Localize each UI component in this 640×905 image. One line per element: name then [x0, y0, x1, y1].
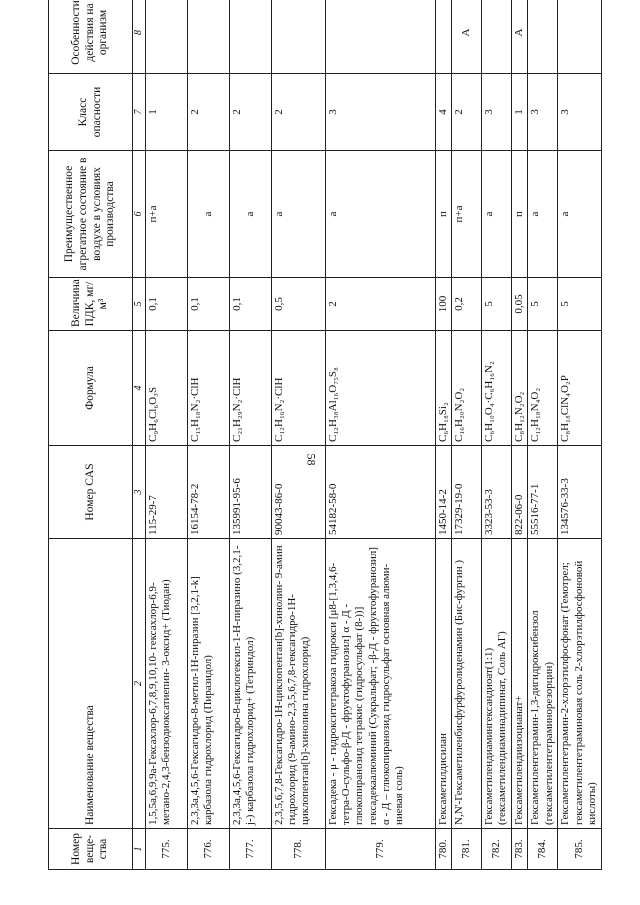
formula: C₁₂H₁₆N₂·ClH	[272, 331, 326, 446]
page-number: 58	[304, 453, 319, 466]
cas-number: 135991-95-6	[230, 446, 272, 539]
pdk-value: 0,2	[452, 278, 482, 331]
row-number: 779.	[326, 829, 436, 870]
column-number: 7	[133, 74, 146, 151]
substance-name: N,N'-Гексаметиленбисфурфуролиденамин (Бис-фургин )	[452, 539, 482, 829]
header-name: Наименование вещества	[49, 539, 133, 829]
aggregate-state: а	[188, 151, 230, 278]
header-formula: Формула	[49, 331, 133, 446]
header-effect: Особенности действия на организм	[49, 0, 133, 74]
row-number: 780.	[436, 829, 452, 870]
formula: C₈H₁₈ClN₄O₂P	[558, 331, 602, 446]
substance-name: Гексаметилентетрамин-2-хлорэтилфосфонат (Гемотрел; гексаметилентетраминовая соль 2-хлорэтилфосфоновой кислоты)	[558, 539, 602, 829]
hazard-class: 2	[452, 74, 482, 151]
table-row	[512, 0, 528, 870]
pdk-value: 0,1	[146, 278, 188, 331]
hazard-class: 2	[272, 74, 326, 151]
formula: C₁₆H₂₀N₂O₂	[452, 331, 482, 446]
pdk-value: 5	[482, 278, 512, 331]
table-row	[272, 0, 326, 870]
cas-number: 16154-78-2	[188, 446, 230, 539]
substance-name: Гексаметилдисилан	[436, 539, 452, 829]
column-number: 4	[133, 331, 146, 446]
cas-number: 134576-33-3	[558, 446, 602, 539]
hazard-class: 1	[512, 74, 528, 151]
formula: C₁₂H₁₈N₄O₂	[528, 331, 558, 446]
rotated-table-container	[48, 0, 633, 870]
table-row	[482, 0, 512, 870]
row-number: 778.	[272, 829, 326, 870]
cas-number: 1450-14-2	[436, 446, 452, 539]
pdk-value: 0,05	[512, 278, 528, 331]
cas-number: 17329-19-0	[452, 446, 482, 539]
cas-number: 55516-77-1	[528, 446, 558, 539]
aggregate-state: а	[230, 151, 272, 278]
formula: C₁₂H₃₈Al₁₆O₇₅S₈	[326, 331, 436, 446]
header-number: Номер веще-ства	[49, 829, 133, 870]
row-number: 782.	[482, 829, 512, 870]
cas-number: 822-06-0	[512, 446, 528, 539]
table-row	[230, 0, 272, 870]
aggregate-state: п+а	[146, 151, 188, 278]
formula: C₆H₁₈Si₂	[436, 331, 452, 446]
pdk-value: 0,1	[188, 278, 230, 331]
aggregate-state: а	[558, 151, 602, 278]
effect-note	[272, 0, 326, 74]
effect-note: А	[512, 0, 528, 74]
header-pdk: Величина ПДК, мг/м³	[49, 278, 133, 331]
row-number: 777.	[230, 829, 272, 870]
effect-note	[326, 0, 436, 74]
table-header-row	[49, 0, 133, 870]
table-row	[528, 0, 558, 870]
column-number: 8	[133, 0, 146, 74]
substance-name: Гексаметилендиизоцианат+	[512, 539, 528, 829]
hazard-class: 4	[436, 74, 452, 151]
cas-number: 54182-58-0	[326, 446, 436, 539]
header-state: Преимущественное агрегатное состояние в воздухе в условиях производства	[49, 151, 133, 278]
substance-name: 2,3,5,6,7,8-Гексагидро-1Н-циклопентан[b]-хинолин- 9-амин гидрохлорид (9-амино-2,3,5,6,7,8-гексагидро-1Н-циклопентан[b]-хинолина гидрохлорид)	[272, 539, 326, 829]
table-row	[146, 0, 188, 870]
hazard-class: 2	[230, 74, 272, 151]
substance-name: 2,3,3a,4,5,6-Гексагидро-8-циклогексил-1-Н-пиразино (3,2,1-j-) карбазола гидрохлорид+ (Тетриндол)	[230, 539, 272, 829]
pdk-value: 2	[326, 278, 436, 331]
row-number: 783.	[512, 829, 528, 870]
effect-note	[528, 0, 558, 74]
row-number: 785.	[558, 829, 602, 870]
substance-name: Гексаметилендиамингександиоат(1:1) (гексаметилендиаминадипинат, Соль АГ)	[482, 539, 512, 829]
hazard-class: 2	[188, 74, 230, 151]
substance-name: 2,3,3a,4,5,6-Гексагидро-8-метил-1Н-пиразин [3,2,1-k] карбазола гидрохлорид (Пиразидол)	[188, 539, 230, 829]
pdk-value: 5	[558, 278, 602, 331]
hazard-class: 3	[528, 74, 558, 151]
substance-name: Гексадека - μ - гидрокситетракоза гидрокси [μ8-[1,3,4,6-тетра-О-сульфо-β-Д - фруктофуранозил] α - Д - глюкопиранозид тетракис (гидросульфат (8-))] гексадекаалюминий (Сукральфат; -β-Д - фруктофуранозил] α - Д – глюкопиранозид гидросульфат основная алюми-ниевая соль)	[326, 539, 436, 829]
formula: C₂₁H₂₉N₂·ClH	[230, 331, 272, 446]
effect-note	[146, 0, 188, 74]
table-row	[326, 0, 436, 870]
column-number: 1	[133, 829, 146, 870]
hazard-class: 3	[558, 74, 602, 151]
effect-note: А	[452, 0, 482, 74]
pdk-value: 100	[436, 278, 452, 331]
aggregate-state: а	[272, 151, 326, 278]
effect-note	[558, 0, 602, 74]
column-number: 3	[133, 446, 146, 539]
cas-number: 3323-53-3	[482, 446, 512, 539]
table-row	[188, 0, 230, 870]
formula: C₉H₆Cl₆O₃S	[146, 331, 188, 446]
column-number-row	[133, 0, 146, 870]
effect-note	[188, 0, 230, 74]
table-row	[452, 0, 482, 870]
effect-note	[482, 0, 512, 74]
pdk-value: 0,5	[272, 278, 326, 331]
row-number: 784.	[528, 829, 558, 870]
column-number: 6	[133, 151, 146, 278]
substance-name: 1,5,5a,6,9,9a-Гексахлор-6,7,8,9,10,10- гексахлор-6,9-метано-2,4,3-бензодиоксатиепин- 3-оксид+ (Тиодан)	[146, 539, 188, 829]
formula: C₁₅H₁₈N₂·ClH	[188, 331, 230, 446]
formula: C₈H₁₂N₂O₂	[512, 331, 528, 446]
pdk-value: 0,1	[230, 278, 272, 331]
aggregate-state: п+а	[452, 151, 482, 278]
effect-note	[230, 0, 272, 74]
header-cas: Номер CAS	[49, 446, 133, 539]
header-hazard: Класс опасности	[49, 74, 133, 151]
row-number: 776.	[188, 829, 230, 870]
cas-number: 115-29-7	[146, 446, 188, 539]
column-number: 2	[133, 539, 146, 829]
aggregate-state: а	[482, 151, 512, 278]
row-number: 775.	[146, 829, 188, 870]
hazard-class: 3	[482, 74, 512, 151]
substances-table	[48, 0, 602, 870]
table-row	[436, 0, 452, 870]
aggregate-state: п	[436, 151, 452, 278]
cas-number: 90043-86-0	[272, 446, 326, 539]
aggregate-state: а	[528, 151, 558, 278]
effect-note	[436, 0, 452, 74]
pdk-value: 5	[528, 278, 558, 331]
hazard-class: 3	[326, 74, 436, 151]
hazard-class: 1	[146, 74, 188, 151]
formula: C₆H₁₀O₄·C₆H₁₆N₂	[482, 331, 512, 446]
aggregate-state: а	[326, 151, 436, 278]
substance-name: Гексаметилентетрамин-1,3-дигидроксибензол (гексаметилентетраминорезорцин)	[528, 539, 558, 829]
aggregate-state: п	[512, 151, 528, 278]
row-number: 781.	[452, 829, 482, 870]
table-row	[558, 0, 602, 870]
column-number: 5	[133, 278, 146, 331]
